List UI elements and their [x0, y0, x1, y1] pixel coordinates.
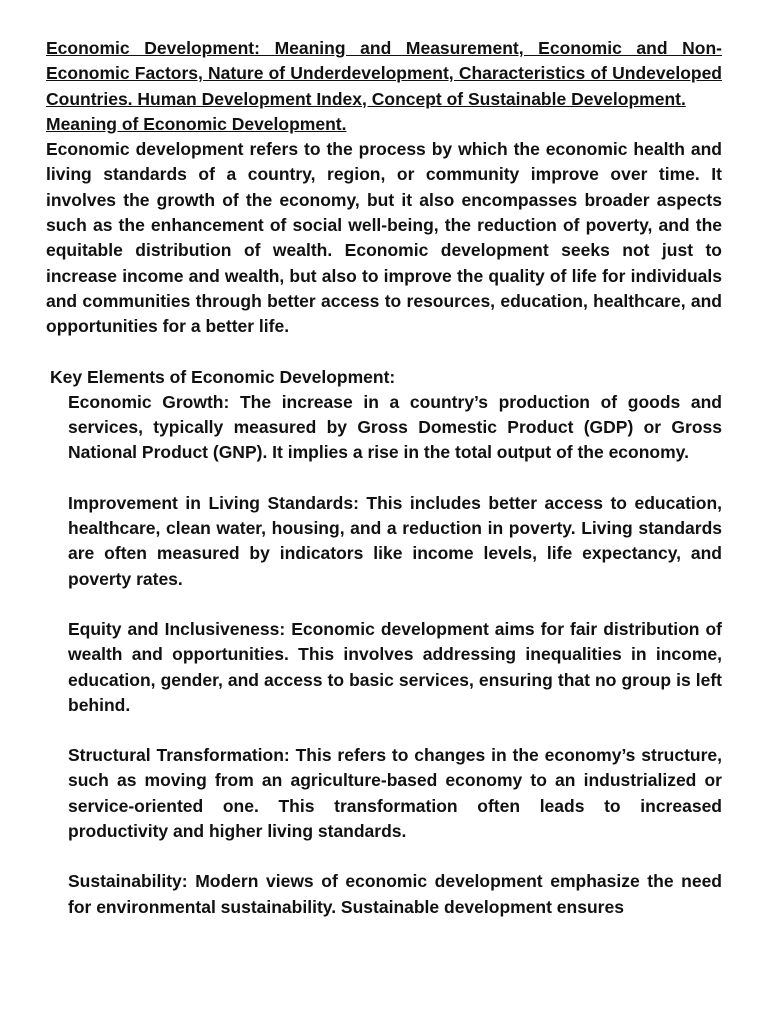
key-element-sustainability: Sustainability: Modern views of economic development emphasize the need for environmental sustainability. Sustainable development ensures	[68, 871, 722, 917]
document-title: Economic Development: Meaning and Measurement, Economic and Non-Economic Factors, Nature of Underdevelopment, Characteristics of Undeveloped Countries. Human Development Index, Concept of Sustainable Development.	[46, 38, 722, 109]
meaning-heading: Meaning of Economic Development.	[46, 113, 347, 134]
meaning-paragraph: Economic development refers to the process by which the economic health and living standards of a country, region, or community improve over time. It involves the growth of the economy, but it also encompasses broader aspects such as the enhancement of social well-being, the reduction of poverty, and the equitable distribution of wealth. Economic development seeks not just to increase income and wealth, but also to improve the quality of life for individuals and communities through better access to resources, education, healthcare, and opportunities for a better life.	[46, 139, 722, 337]
key-element-equity-inclusiveness: Equity and Inclusiveness: Economic development aims for fair distribution of wealth and opportunities. This involves addressing inequalities in income, education, gender, and access to basic services, ensuring that no group is left behind.	[68, 618, 722, 715]
key-element-structural-transformation: Structural Transformation: This refers to changes in the economy’s structure, such as moving from an agriculture-based economy to an industrialized or service-oriented one. This transformation often leads to increased productivity and higher living standards.	[68, 745, 722, 842]
key-element-economic-growth: Economic Growth: The increase in a country’s production of goods and services, typically measured by Gross Domestic Product (GDP) or Gross National Product (GNP). It implies a rise in the total output of the economy.	[68, 391, 722, 463]
key-elements-heading: Key Elements of Economic Development:	[50, 366, 396, 387]
key-element-living-standards: Improvement in Living Standards: This includes better access to education, healthcare, clean water, housing, and a reduction in poverty. Living standards are often measured by indicators like income levels, life expectancy, and poverty rates.	[68, 492, 722, 589]
